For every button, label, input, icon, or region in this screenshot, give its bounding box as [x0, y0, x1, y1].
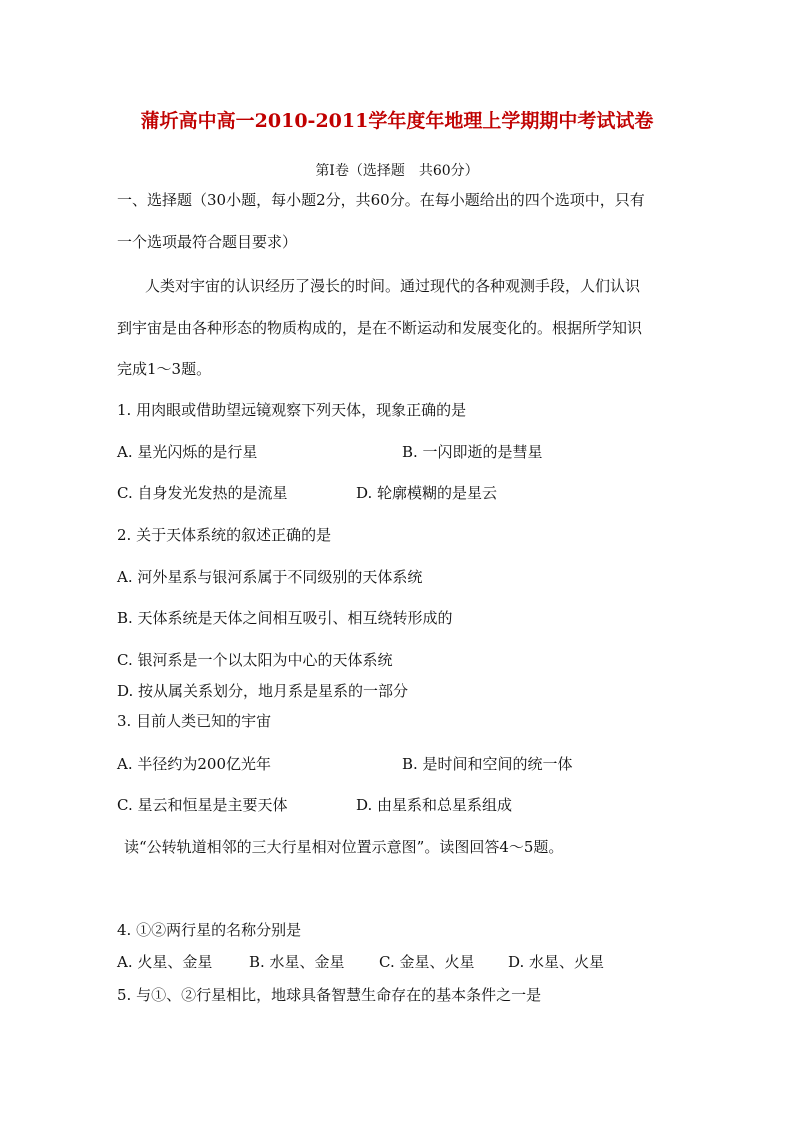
question-3-option-d: D. 由星系和总星系组成: [356, 796, 513, 814]
question-4-option-a: A. 火星、金星: [117, 953, 213, 971]
question-3-option-c: C. 星云和恒星是主要天体: [117, 796, 288, 814]
question-2-option-c: C. 银河系是一个以太阳为中心的天体系统: [117, 651, 393, 669]
section-header: 第Ⅰ卷（选择题 共60分）: [315, 163, 479, 179]
question-3-stem: 3. 目前人类已知的宇宙: [117, 712, 272, 730]
question-2-option-b: B. 天体系统是天体之间相互吸引、相互绕转形成的: [117, 609, 453, 627]
question-1-option-d: D. 轮廓模糊的是星云: [356, 484, 498, 502]
question-2-option-a: A. 河外星系与银河系属于不同级别的天体系统: [117, 568, 423, 586]
question-2-option-d: D. 按从属关系划分，地月系是星系的一部分: [117, 682, 409, 700]
instructions-line-2: 一个选项最符合题目要求）: [117, 233, 298, 251]
passage1-line-3: 完成1～3题。: [117, 360, 212, 378]
passage1-line-1: 人类对宇宙的认识经历了漫长的时间。通过现代的各种观测手段，人们认识: [145, 277, 641, 295]
passage1-line-2: 到宇宙是由各种形态的物质构成的，是在不断运动和发展变化的。根据所学知识: [117, 319, 643, 337]
question-2-stem: 2. 关于天体系统的叙述正确的是: [117, 526, 332, 544]
question-4-option-c: C. 金星、火星: [379, 953, 475, 971]
exam-title: 蒲圻高中高一2010-2011学年度年地理上学期期中考试试卷: [140, 110, 654, 132]
question-4-option-d: D. 水星、火星: [508, 953, 605, 971]
question-1-option-b: B. 一闪即逝的是彗星: [402, 443, 543, 461]
question-4-stem: 4. ①②两行星的名称分别是: [117, 921, 302, 939]
instructions-line-1: 一、选择题（30小题，每小题2分，共60分。在每小题给出的四个选项中，只有: [117, 191, 645, 209]
passage2-text: 读“公转轨道相邻的三大行星相对位置示意图”。读图回答4～5题。: [124, 838, 564, 856]
question-1-option-c: C. 自身发光发热的是流星: [117, 484, 288, 502]
question-4-option-b: B. 水星、金星: [249, 953, 345, 971]
question-1-option-a: A. 星光闪烁的是行星: [117, 443, 258, 461]
question-3-option-a: A. 半径约为200亿光年: [117, 755, 271, 773]
question-1-stem: 1. 用肉眼或借助望远镜观察下列天体，现象正确的是: [117, 401, 467, 419]
question-5-stem: 5. 与①、②行星相比，地球具备智慧生命存在的基本条件之一是: [117, 986, 542, 1004]
question-3-option-b: B. 是时间和空间的统一体: [402, 755, 573, 773]
